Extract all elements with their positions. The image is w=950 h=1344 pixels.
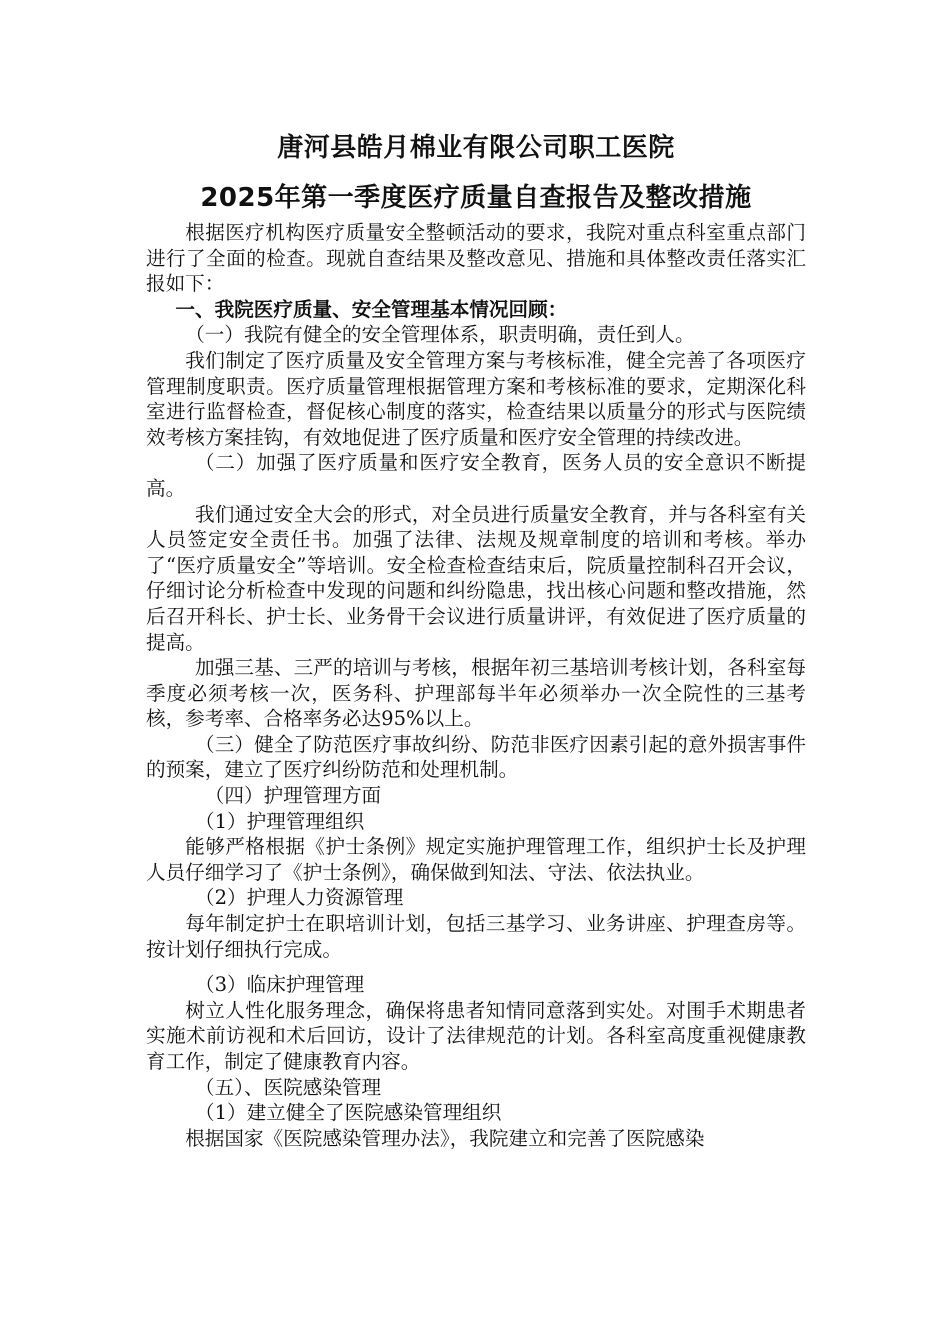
item-heading: （3）临床护理管理 [195,973,365,997]
subsection-heading-2: （二）加强了医疗质量和医疗安全教育，医务人员的安全意识不断提高。 [146,451,806,500]
body-paragraph: 每年制定护士在职培训计划，包括三基学习、业务讲座、护理查房等。按计划仔细执行完成。 [146,912,806,961]
subsection-heading-5: （五）、医院感染管理 [195,1075,382,1099]
document-page [146,124,806,1151]
item-heading: （1）护理管理组织 [195,809,365,833]
document-title-line1: 唐河县皓月棉业有限公司职工医院 [277,133,675,163]
item-heading: （2）护理人力资源管理 [195,886,404,910]
body-paragraph: 加强三基、三严的培训与考核，根据年初三基培训考核计划，各科室每季度必须考核一次，医务科、护理部每半年必须举办一次全院性的三基考核，参考率、合格率务必达95%以上。 [146,656,806,731]
body-paragraph: 根据国家《医院感染管理办法》，我院建立和完善了医院感染 [185,1126,705,1150]
subsection-heading-4: （四）护理管理方面 [204,784,382,808]
body-paragraph: 我们通过安全大会的形式，对全员进行质量安全教育，并与各科室有关人员签定安全责任书。加强了法律、法规及规章制度的培训和考核。举办了“医疗质量安全”等培训。安全检查检查结束后，院质量控制科召开会议，仔细讨论分析检查中发现的问题和纠纷隐患，找出核心问题和整改措施，然后召开科长、护士长、业务骨干会议进行质量讲评，有效促进了医疗质量的提高。 [146,502,806,654]
body-paragraph: 能够严格根据《护士条例》规定实施护理管理工作，组织护士长及护理人员仔细学习了《护士条例》，确保做到知法、守法、依法执业。 [146,835,806,884]
body-paragraph: 树立人性化服务理念，确保将患者知情同意落到实处。对围手术期患者实施术前访视和术后回访，设计了法律规范的计划。各科室高度重视健康教育工作，制定了健康教育内容。 [146,998,806,1073]
subsection-heading-3: （三）健全了防范医疗事故纠纷、防范非医疗因素引起的意外损害事件的预案，建立了医疗纠纷防范和处理机制。 [146,732,806,782]
intro-paragraph: 根据医疗机构医疗质量安全整顿活动的要求，我院对重点科室重点部门进行了全面的检查。现就自查结果及整改意见、措施和具体整改责任落实汇报如下： [146,221,806,296]
item-heading: （1）建立健全了医院感染管理组织 [195,1101,502,1125]
subsection-heading-1: （一）我院有健全的安全管理体系，职责明确，责任到人。 [185,323,695,347]
section-heading-1: 一、我院医疗质量、安全管理基本情况回顾： [175,297,568,321]
body-paragraph: 我们制定了医疗质量及安全管理方案与考核标准，健全完善了各项医疗管理制度职责。医疗质量管理根据管理方案和考核标准的要求，定期深化科室进行监督检查，督促核心制度的落实，检查结果以质量分的形式与医院绩效考核方案挂钩，有效地促进了医疗质量和医疗安全管理的持续改进。 [146,348,806,449]
document-title-line2: 2025年第一季度医疗质量自查报告及整改措施 [200,183,752,213]
